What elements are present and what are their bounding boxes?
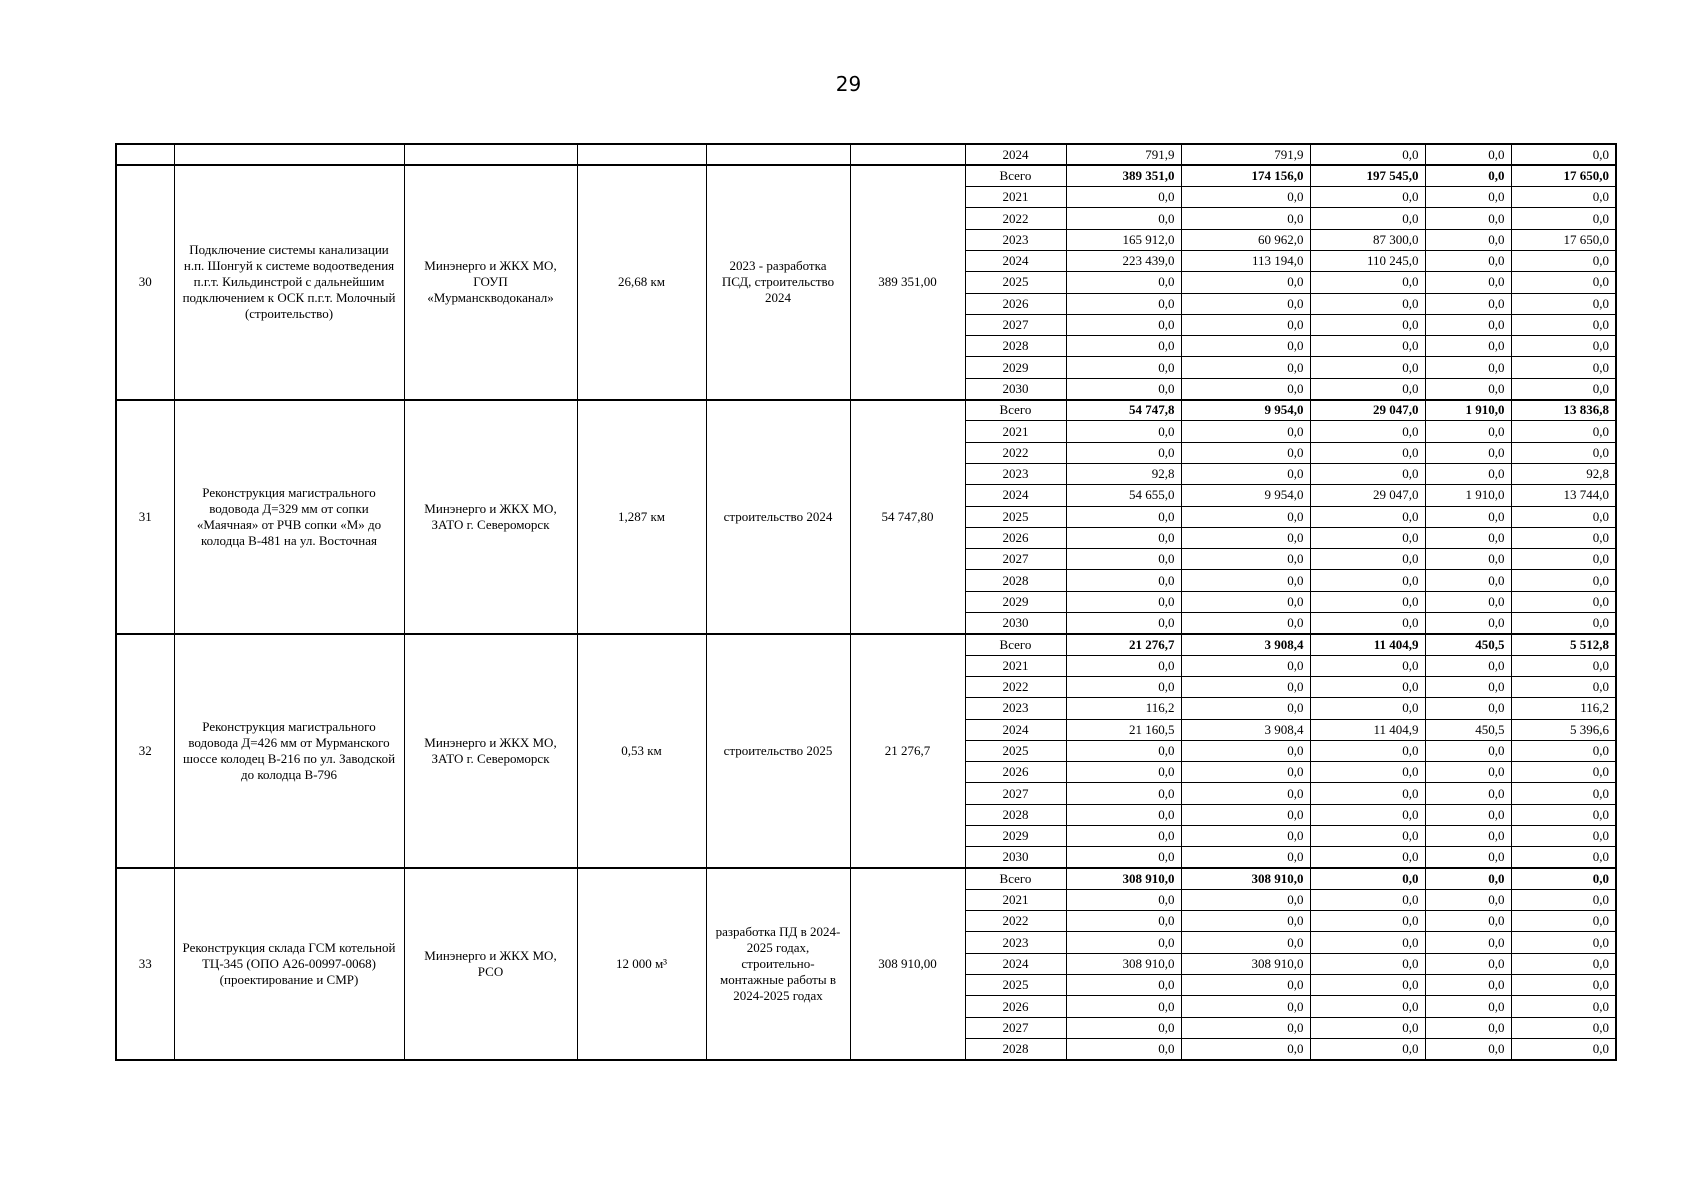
amount-cell: 0,0	[1066, 570, 1181, 591]
amount-cell: 11 404,9	[1310, 634, 1425, 655]
amount-cell: 0,0	[1425, 613, 1511, 634]
year-cell: 2023	[965, 463, 1066, 484]
amount-cell: 5 396,6	[1511, 719, 1616, 740]
amount-cell: 0,0	[1511, 187, 1616, 208]
amount-cell: 0,0	[1066, 889, 1181, 910]
amount-cell: 0,0	[1310, 676, 1425, 697]
amount-cell: 0,0	[1310, 272, 1425, 293]
year-cell: 2028	[965, 570, 1066, 591]
amount-cell: 0,0	[1181, 570, 1310, 591]
amount-cell: 0,0	[1066, 613, 1181, 634]
year-cell: 2026	[965, 762, 1066, 783]
amount-cell: 0,0	[1425, 293, 1511, 314]
amount-cell: 0,0	[1511, 932, 1616, 953]
amount-cell: 0,0	[1066, 740, 1181, 761]
amount-cell: 0,0	[1425, 314, 1511, 335]
year-cell: 2029	[965, 591, 1066, 612]
amount-cell: 0,0	[1425, 442, 1511, 463]
amount-cell: 0,0	[1511, 570, 1616, 591]
empty-cell	[174, 144, 404, 165]
amount-cell: 0,0	[1511, 421, 1616, 442]
amount-cell: 0,0	[1310, 783, 1425, 804]
amount-cell: 0,0	[1425, 208, 1511, 229]
amount-cell: 0,0	[1181, 442, 1310, 463]
amount-cell: 0,0	[1181, 421, 1310, 442]
amount-cell: 116,2	[1066, 698, 1181, 719]
amount-cell: 17 650,0	[1511, 229, 1616, 250]
amount-cell: 0,0	[1511, 442, 1616, 463]
amount-cell: 0,0	[1310, 740, 1425, 761]
amount-cell: 0,0	[1425, 527, 1511, 548]
amount-cell: 0,0	[1066, 804, 1181, 825]
amount-cell: 0,0	[1425, 847, 1511, 868]
amount-cell: 0,0	[1511, 314, 1616, 335]
amount-cell: 0,0	[1181, 655, 1310, 676]
year-cell: 2024	[965, 144, 1066, 165]
amount-cell: 0,0	[1425, 357, 1511, 378]
amount-cell: 60 962,0	[1181, 229, 1310, 250]
project-name: Реконструкция магистрального водовода Д=329 мм от сопки «Маячная» от РЧВ сопки «М» до колодца В-481 на ул. Восточная	[174, 400, 404, 634]
amount-cell: 0,0	[1181, 357, 1310, 378]
year-cell: 2021	[965, 655, 1066, 676]
amount-cell: 308 910,0	[1066, 868, 1181, 889]
amount-cell: 0,0	[1511, 1017, 1616, 1038]
amount-cell: 0,0	[1425, 868, 1511, 889]
amount-cell: 0,0	[1066, 442, 1181, 463]
amount-cell: 0,0	[1511, 549, 1616, 570]
amount-cell: 0,0	[1181, 463, 1310, 484]
amount-cell: 0,0	[1425, 229, 1511, 250]
project-capacity: 1,287 км	[577, 400, 706, 634]
project-executor: Минэнерго и ЖКХ МО, ЗАТО г. Североморск	[404, 400, 577, 634]
year-cell: 2027	[965, 549, 1066, 570]
amount-cell: 0,0	[1181, 847, 1310, 868]
amount-cell: 0,0	[1181, 804, 1310, 825]
amount-cell: 0,0	[1310, 826, 1425, 847]
amount-cell: 1 910,0	[1425, 400, 1511, 421]
amount-cell: 0,0	[1425, 570, 1511, 591]
amount-cell: 1 910,0	[1425, 485, 1511, 506]
amount-cell: 0,0	[1066, 847, 1181, 868]
year-cell: Всего	[965, 165, 1066, 186]
empty-cell	[404, 144, 577, 165]
project-timeline: строительство 2024	[706, 400, 850, 634]
amount-cell: 0,0	[1066, 336, 1181, 357]
amount-cell: 0,0	[1181, 336, 1310, 357]
project-cost: 21 276,7	[850, 634, 965, 868]
amount-cell: 0,0	[1181, 676, 1310, 697]
year-cell: 2029	[965, 357, 1066, 378]
amount-cell: 223 439,0	[1066, 250, 1181, 271]
amount-cell: 9 954,0	[1181, 400, 1310, 421]
amount-cell: 0,0	[1181, 613, 1310, 634]
year-cell: 2021	[965, 421, 1066, 442]
amount-cell: 13 744,0	[1511, 485, 1616, 506]
amount-cell: 0,0	[1425, 187, 1511, 208]
amount-cell: 450,5	[1425, 719, 1511, 740]
amount-cell: 92,8	[1066, 463, 1181, 484]
amount-cell: 0,0	[1310, 975, 1425, 996]
amount-cell: 29 047,0	[1310, 485, 1425, 506]
amount-cell: 0,0	[1310, 378, 1425, 399]
amount-cell: 13 836,8	[1511, 400, 1616, 421]
amount-cell: 0,0	[1310, 996, 1425, 1017]
amount-cell: 450,5	[1425, 634, 1511, 655]
amount-cell: 0,0	[1425, 549, 1511, 570]
amount-cell: 0,0	[1066, 421, 1181, 442]
amount-cell: 0,0	[1310, 889, 1425, 910]
amount-cell: 0,0	[1511, 847, 1616, 868]
amount-cell: 0,0	[1310, 932, 1425, 953]
year-cell: 2023	[965, 932, 1066, 953]
amount-cell: 0,0	[1066, 932, 1181, 953]
project-number: 33	[116, 868, 174, 1060]
project-cost: 308 910,00	[850, 868, 965, 1060]
amount-cell: 0,0	[1511, 293, 1616, 314]
year-cell: 2025	[965, 740, 1066, 761]
amount-cell: 389 351,0	[1066, 165, 1181, 186]
amount-cell: 0,0	[1181, 549, 1310, 570]
amount-cell: 0,0	[1511, 591, 1616, 612]
amount-cell: 0,0	[1310, 1017, 1425, 1038]
amount-cell: 0,0	[1425, 826, 1511, 847]
year-cell: 2026	[965, 996, 1066, 1017]
amount-cell: 0,0	[1425, 953, 1511, 974]
amount-cell: 0,0	[1066, 591, 1181, 612]
amount-cell: 0,0	[1310, 357, 1425, 378]
amount-cell: 0,0	[1181, 996, 1310, 1017]
project-executor: Минэнерго и ЖКХ МО, ГОУП «Мурманскводоканал»	[404, 165, 577, 399]
project-timeline: строительство 2025	[706, 634, 850, 868]
amount-cell: 0,0	[1310, 549, 1425, 570]
amount-cell: 165 912,0	[1066, 229, 1181, 250]
amount-cell: 0,0	[1181, 826, 1310, 847]
amount-cell: 29 047,0	[1310, 400, 1425, 421]
amount-cell: 0,0	[1511, 676, 1616, 697]
amount-cell: 0,0	[1511, 655, 1616, 676]
amount-cell: 0,0	[1511, 975, 1616, 996]
year-cell: 2030	[965, 378, 1066, 399]
amount-cell: 0,0	[1310, 463, 1425, 484]
amount-cell: 0,0	[1181, 911, 1310, 932]
project-number: 30	[116, 165, 174, 399]
year-cell: Всего	[965, 868, 1066, 889]
amount-cell: 0,0	[1310, 847, 1425, 868]
amount-cell: 0,0	[1066, 826, 1181, 847]
amount-cell: 0,0	[1066, 506, 1181, 527]
amount-cell: 21 160,5	[1066, 719, 1181, 740]
amount-cell: 308 910,0	[1181, 953, 1310, 974]
amount-cell: 0,0	[1511, 996, 1616, 1017]
amount-cell: 0,0	[1066, 676, 1181, 697]
year-cell: 2021	[965, 187, 1066, 208]
amount-cell: 110 245,0	[1310, 250, 1425, 271]
amount-cell: 0,0	[1066, 272, 1181, 293]
amount-cell: 0,0	[1181, 506, 1310, 527]
year-cell: 2025	[965, 975, 1066, 996]
amount-cell: 0,0	[1425, 463, 1511, 484]
amount-cell: 0,0	[1425, 1038, 1511, 1059]
year-cell: 2028	[965, 336, 1066, 357]
amount-cell: 0,0	[1511, 272, 1616, 293]
project-executor: Минэнерго и ЖКХ МО, РСО	[404, 868, 577, 1060]
year-cell: 2030	[965, 613, 1066, 634]
amount-cell: 11 404,9	[1310, 719, 1425, 740]
amount-cell: 0,0	[1310, 208, 1425, 229]
amount-cell: 0,0	[1425, 783, 1511, 804]
project-total-row	[116, 868, 1616, 889]
year-cell: Всего	[965, 634, 1066, 655]
amount-cell: 0,0	[1425, 591, 1511, 612]
amount-cell: 113 194,0	[1181, 250, 1310, 271]
amount-cell: 9 954,0	[1181, 485, 1310, 506]
amount-cell: 0,0	[1511, 740, 1616, 761]
amount-cell: 0,0	[1181, 378, 1310, 399]
amount-cell: 0,0	[1425, 889, 1511, 910]
year-cell: 2027	[965, 783, 1066, 804]
amount-cell: 0,0	[1066, 527, 1181, 548]
year-cell: 2022	[965, 442, 1066, 463]
amount-cell: 0,0	[1425, 911, 1511, 932]
amount-cell: 54 747,8	[1066, 400, 1181, 421]
amount-cell: 0,0	[1310, 655, 1425, 676]
amount-cell: 0,0	[1425, 676, 1511, 697]
amount-cell: 0,0	[1425, 421, 1511, 442]
amount-cell: 21 276,7	[1066, 634, 1181, 655]
amount-cell: 0,0	[1425, 740, 1511, 761]
amount-cell: 0,0	[1310, 187, 1425, 208]
year-cell: 2022	[965, 911, 1066, 932]
year-cell: 2022	[965, 676, 1066, 697]
amount-cell: 0,0	[1511, 613, 1616, 634]
amount-cell: 0,0	[1425, 144, 1511, 165]
amount-cell: 0,0	[1425, 996, 1511, 1017]
amount-cell: 174 156,0	[1181, 165, 1310, 186]
amount-cell: 0,0	[1425, 698, 1511, 719]
amount-cell: 0,0	[1511, 783, 1616, 804]
investment-projects-table	[115, 143, 1617, 1061]
amount-cell: 0,0	[1425, 272, 1511, 293]
amount-cell: 0,0	[1181, 208, 1310, 229]
project-number: 32	[116, 634, 174, 868]
project-executor: Минэнерго и ЖКХ МО, ЗАТО г. Североморск	[404, 634, 577, 868]
amount-cell: 0,0	[1425, 336, 1511, 357]
amount-cell: 3 908,4	[1181, 719, 1310, 740]
year-cell: 2023	[965, 229, 1066, 250]
amount-cell: 0,0	[1181, 740, 1310, 761]
amount-cell: 0,0	[1310, 293, 1425, 314]
amount-cell: 0,0	[1066, 1017, 1181, 1038]
project-timeline: 2023 - разработка ПСД, строительство 2024	[706, 165, 850, 399]
amount-cell: 0,0	[1066, 549, 1181, 570]
amount-cell: 0,0	[1511, 336, 1616, 357]
amount-cell: 0,0	[1181, 698, 1310, 719]
amount-cell: 0,0	[1511, 762, 1616, 783]
amount-cell: 0,0	[1066, 378, 1181, 399]
project-name: Подключение системы канализации н.п. Шонгуй к системе водоотведения п.г.т. Кильдинстрой с дальнейшим подключением к ОСК п.г.т. Молочный (строительство)	[174, 165, 404, 399]
amount-cell: 0,0	[1511, 506, 1616, 527]
project-timeline: разработка ПД в 2024-2025 годах, строительно-монтажные работы в 2024-2025 годах	[706, 868, 850, 1060]
amount-cell: 0,0	[1511, 953, 1616, 974]
amount-cell: 0,0	[1310, 336, 1425, 357]
amount-cell: 0,0	[1425, 762, 1511, 783]
amount-cell: 0,0	[1066, 762, 1181, 783]
amount-cell: 0,0	[1425, 1017, 1511, 1038]
year-cell: 2026	[965, 293, 1066, 314]
amount-cell: 0,0	[1066, 187, 1181, 208]
year-cell: 2026	[965, 527, 1066, 548]
amount-cell: 0,0	[1511, 357, 1616, 378]
amount-cell: 0,0	[1181, 975, 1310, 996]
amount-cell: 0,0	[1181, 1017, 1310, 1038]
project-number: 31	[116, 400, 174, 634]
year-cell: 2029	[965, 826, 1066, 847]
amount-cell: 0,0	[1425, 655, 1511, 676]
amount-cell: 0,0	[1310, 144, 1425, 165]
amount-cell: 0,0	[1425, 506, 1511, 527]
year-cell: 2024	[965, 485, 1066, 506]
amount-cell: 0,0	[1310, 804, 1425, 825]
amount-cell: 308 910,0	[1181, 868, 1310, 889]
amount-cell: 54 655,0	[1066, 485, 1181, 506]
amount-cell: 0,0	[1310, 527, 1425, 548]
amount-cell: 0,0	[1310, 698, 1425, 719]
year-cell: 2028	[965, 1038, 1066, 1059]
amount-cell: 0,0	[1181, 187, 1310, 208]
amount-cell: 0,0	[1181, 591, 1310, 612]
amount-cell: 0,0	[1511, 378, 1616, 399]
amount-cell: 308 910,0	[1066, 953, 1181, 974]
amount-cell: 0,0	[1511, 208, 1616, 229]
amount-cell: 0,0	[1425, 975, 1511, 996]
amount-cell: 0,0	[1066, 911, 1181, 932]
amount-cell: 0,0	[1310, 570, 1425, 591]
year-cell: 2023	[965, 698, 1066, 719]
amount-cell: 0,0	[1511, 826, 1616, 847]
amount-cell: 0,0	[1425, 932, 1511, 953]
amount-cell: 0,0	[1511, 868, 1616, 889]
amount-cell: 5 512,8	[1511, 634, 1616, 655]
amount-cell: 0,0	[1310, 953, 1425, 974]
amount-cell: 0,0	[1066, 975, 1181, 996]
project-cost: 389 351,00	[850, 165, 965, 399]
amount-cell: 0,0	[1511, 144, 1616, 165]
amount-cell: 0,0	[1181, 932, 1310, 953]
amount-cell: 0,0	[1310, 1038, 1425, 1059]
amount-cell: 116,2	[1511, 698, 1616, 719]
empty-cell	[577, 144, 706, 165]
amount-cell: 0,0	[1511, 527, 1616, 548]
amount-cell: 0,0	[1425, 378, 1511, 399]
project-total-row	[116, 165, 1616, 186]
year-cell: 2024	[965, 719, 1066, 740]
amount-cell: 0,0	[1066, 996, 1181, 1017]
empty-cell	[116, 144, 174, 165]
year-cell: 2024	[965, 953, 1066, 974]
amount-cell: 0,0	[1310, 442, 1425, 463]
carry-over-row	[116, 144, 1616, 165]
amount-cell: 0,0	[1066, 357, 1181, 378]
amount-cell: 0,0	[1425, 804, 1511, 825]
amount-cell: 0,0	[1511, 889, 1616, 910]
amount-cell: 0,0	[1066, 655, 1181, 676]
amount-cell: 0,0	[1066, 314, 1181, 335]
amount-cell: 0,0	[1310, 591, 1425, 612]
amount-cell: 0,0	[1181, 762, 1310, 783]
amount-cell: 0,0	[1310, 613, 1425, 634]
amount-cell: 0,0	[1310, 421, 1425, 442]
amount-cell: 0,0	[1310, 868, 1425, 889]
amount-cell: 0,0	[1310, 911, 1425, 932]
amount-cell: 0,0	[1310, 762, 1425, 783]
amount-cell: 3 908,4	[1181, 634, 1310, 655]
amount-cell: 0,0	[1511, 250, 1616, 271]
project-total-row	[116, 634, 1616, 655]
project-capacity: 26,68 км	[577, 165, 706, 399]
amount-cell: 0,0	[1310, 506, 1425, 527]
amount-cell: 0,0	[1181, 1038, 1310, 1059]
project-capacity: 12 000 м³	[577, 868, 706, 1060]
year-cell: 2027	[965, 314, 1066, 335]
empty-cell	[706, 144, 850, 165]
year-cell: 2028	[965, 804, 1066, 825]
project-cost: 54 747,80	[850, 400, 965, 634]
amount-cell: 0,0	[1181, 527, 1310, 548]
year-cell: Всего	[965, 400, 1066, 421]
year-cell: 2022	[965, 208, 1066, 229]
amount-cell: 0,0	[1181, 293, 1310, 314]
amount-cell: 0,0	[1181, 783, 1310, 804]
year-cell: 2027	[965, 1017, 1066, 1038]
project-name: Реконструкция магистрального водовода Д=426 мм от Мурманского шоссе колодец В-216 по ул. Заводской до колодца В-796	[174, 634, 404, 868]
amount-cell: 0,0	[1066, 783, 1181, 804]
amount-cell: 0,0	[1511, 1038, 1616, 1059]
year-cell: 2030	[965, 847, 1066, 868]
year-cell: 2021	[965, 889, 1066, 910]
year-cell: 2025	[965, 506, 1066, 527]
amount-cell: 0,0	[1511, 804, 1616, 825]
empty-cell	[850, 144, 965, 165]
project-capacity: 0,53 км	[577, 634, 706, 868]
amount-cell: 0,0	[1066, 293, 1181, 314]
year-cell: 2024	[965, 250, 1066, 271]
project-total-row	[116, 400, 1616, 421]
amount-cell: 0,0	[1425, 250, 1511, 271]
amount-cell: 0,0	[1511, 911, 1616, 932]
amount-cell: 197 545,0	[1310, 165, 1425, 186]
amount-cell: 0,0	[1066, 208, 1181, 229]
amount-cell: 0,0	[1310, 314, 1425, 335]
page-number: 29	[835, 72, 862, 96]
amount-cell: 0,0	[1181, 272, 1310, 293]
amount-cell: 92,8	[1511, 463, 1616, 484]
amount-cell: 87 300,0	[1310, 229, 1425, 250]
amount-cell: 0,0	[1181, 889, 1310, 910]
amount-cell: 791,9	[1066, 144, 1181, 165]
year-cell: 2025	[965, 272, 1066, 293]
amount-cell: 0,0	[1066, 1038, 1181, 1059]
amount-cell: 0,0	[1181, 314, 1310, 335]
project-name: Реконструкция склада ГСМ котельной ТЦ-345 (ОПО А26-00997-0068) (проектирование и СМР)	[174, 868, 404, 1060]
amount-cell: 0,0	[1425, 165, 1511, 186]
amount-cell: 791,9	[1181, 144, 1310, 165]
amount-cell: 17 650,0	[1511, 165, 1616, 186]
